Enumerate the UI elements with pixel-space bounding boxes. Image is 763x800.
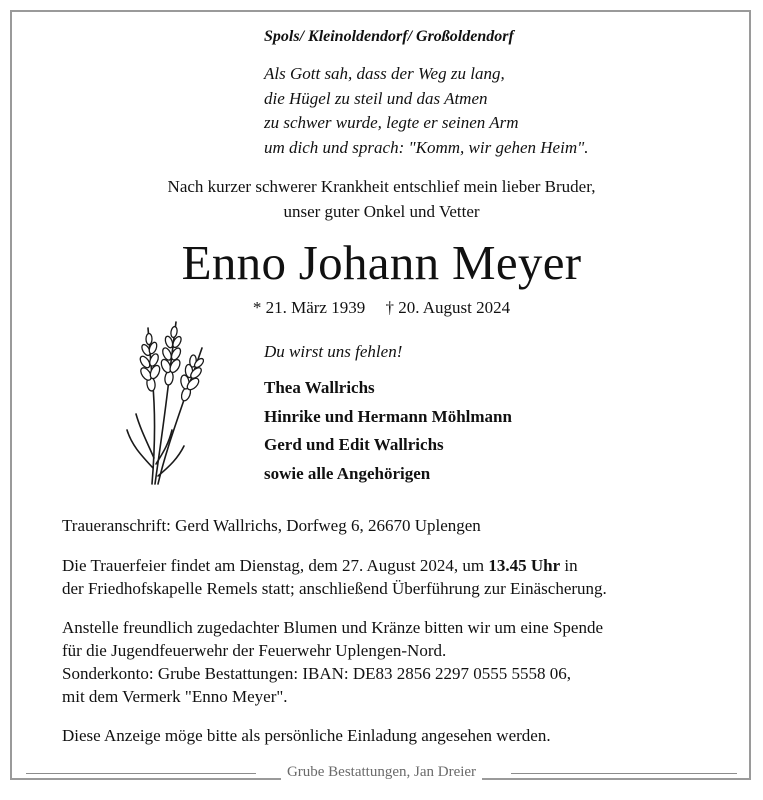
poem-line: die Hügel zu steil und das Atmen (264, 88, 488, 108)
funeral-home-credit: Grube Bestattungen, Jan Dreier (281, 764, 482, 780)
poem-line: zu schwer wurde, legte er seinen Arm (264, 113, 519, 132)
mourner-name: sowie alle Angehörigen (264, 463, 431, 483)
poem-line: Als Gott sah, dass der Weg zu lang, (264, 64, 505, 83)
donation-line: Sonderkonto: Grube Bestattungen: IBAN: DE83 2856 2297 0555 5558 06, (62, 664, 572, 683)
donation-line: Anstelle freundlich zugedachter Blumen und Kränze bitten wir um eine Spende (62, 618, 603, 637)
wheat-ears-icon (122, 318, 204, 486)
service-time: 13.45 Uhr (488, 556, 561, 575)
service-text: Die Trauerfeier findet am Dienstag, dem 27. August 2024, um (62, 556, 489, 575)
footer (26, 764, 737, 784)
service-line (62, 554, 607, 577)
mourners-list (264, 374, 512, 488)
place-heading: Spols/ Kleinoldendorf/ Großoldendorf (264, 28, 514, 45)
mourner-name: Thea Wallrichs (264, 378, 375, 397)
mourner-name: Gerd und Edit Wallrichs (264, 435, 444, 454)
mourning-address (62, 514, 481, 537)
funeral-service-info (62, 554, 607, 600)
mourner-name: Hinrike und Hermann Möhlmann (264, 406, 512, 426)
farewell-line: Du wirst uns fehlen! (264, 342, 403, 361)
intro-line: Nach kurzer schwerer Krankheit entschlief mein lieber Bruder, (167, 177, 596, 196)
birth-date: * 21. März 1939 (252, 298, 366, 317)
invitation-note (62, 724, 551, 747)
poem-line: um dich und sprach: "Komm, wir gehen Heim". (264, 137, 589, 157)
intro-line: unser guter Onkel und Vetter (283, 202, 480, 221)
poem (264, 62, 589, 160)
death-date: † 20. August 2024 (385, 298, 511, 317)
service-line: der Friedhofskapelle Remels statt; anschließend Überführung zur Einäscherung. (62, 579, 607, 598)
invitation-text: Diese Anzeige möge bitte als persönliche Einladung angesehen werden. (62, 726, 551, 745)
address-text: Traueranschrift: Gerd Wallrichs, Dorfweg 6, 26670 Uplengen (62, 516, 481, 535)
life-dates (0, 298, 763, 318)
deceased-name: Enno Johann Meyer (181, 235, 582, 290)
intro-text (0, 174, 763, 224)
donation-line: mit dem Vermerk "Enno Meyer". (62, 687, 288, 706)
donation-info (62, 616, 603, 708)
service-text-end: in (560, 556, 578, 575)
donation-line: für die Jugendfeuerwehr der Feuerwehr Uplengen-Nord. (62, 641, 447, 660)
